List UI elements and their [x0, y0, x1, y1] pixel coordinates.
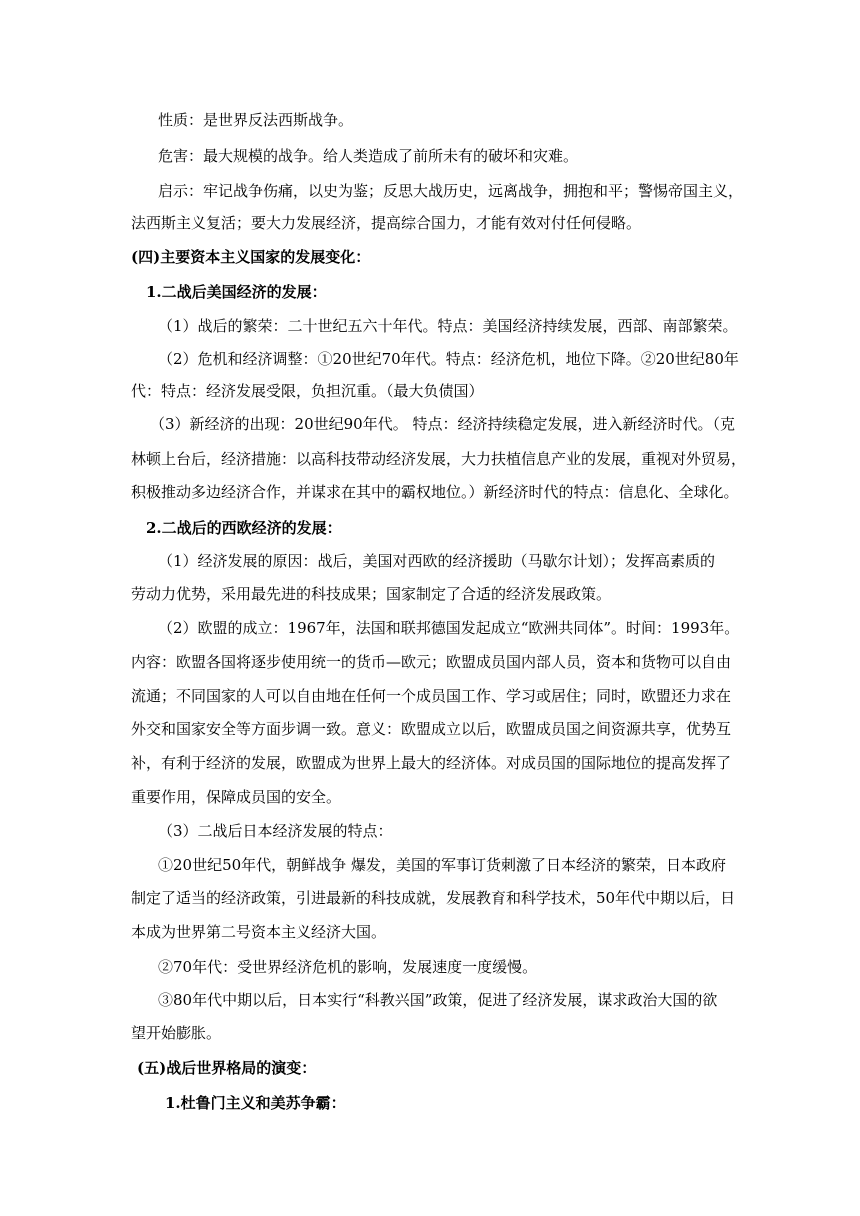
text-line: 补，有利于经济的发展，欧盟成为世界上最大的经济体。对成员国的国际地位的提高发挥了 [131, 754, 732, 772]
text-line: 重要作用，保障成员国的安全。 [131, 788, 342, 806]
subsection-heading: 1.二战后美国经济的发展： [146, 283, 327, 301]
subsection-heading: 1.杜鲁门主义和美苏争霸： [165, 1094, 346, 1112]
text-line: 法西斯主义复活；要大力发展经济，提高综合国力，才能有效对付任何侵略。 [131, 214, 642, 232]
text-line: （1）经济发展的原因：战后，美国对西欧的经济援助（马歇尔计划）；发挥高素质的 [158, 552, 716, 570]
text-line: （2）欧盟的成立：1967年，法国和联邦德国发起成立“欧洲共同体”。时间：1993年。 [158, 619, 740, 637]
text-line: 积极推动多边经济合作，并谋求在其中的霸权地位。）新经济时代的特点：信息化、全球化。 [131, 483, 739, 501]
text-line: 劳动力优势，采用最先进的科技成果；国家制定了合适的经济发展政策。 [131, 585, 612, 603]
subsection-heading: 2.二战后的西欧经济的发展： [146, 519, 342, 537]
text-line: 性质：是世界反法西斯战争。 [158, 111, 354, 129]
text-line: ①20世纪50年代，朝鲜战争 爆发，美国的军事订货刺激了日本经济的繁荣，日本政府 [158, 856, 726, 874]
text-line: 流通；不同国家的人可以自由地在任何一个成员国工作、学习或居住；同时，欧盟还力求在 [131, 687, 732, 705]
text-line: （3）新经济的出现：20世纪90年代。 特点：经济持续稳定发展，进入新经济时代。（克 [150, 415, 735, 433]
text-line: 制定了适当的经济政策，引进最新的科技成就，发展教育和科学技术，50年代中期以后，日 [131, 889, 736, 907]
text-line: （3）二战后日本经济发展的特点： [158, 822, 393, 840]
text-line: ③80年代中期以后，日本实行“科教兴国”政策，促进了经济发展，谋求政治大国的欲 [158, 991, 718, 1009]
text-line: （2）危机和经济调整：①20世纪70年代。特点：经济危机，地位下降。②20世纪80年 [158, 350, 739, 368]
text-line: ②70年代：受世界经济危机的影响，发展速度一度缓慢。 [158, 958, 538, 976]
section-heading: (五)战后世界格局的演变： [137, 1059, 317, 1077]
text-line: 代：特点：经济发展受限，负担沉重。（最大负债国） [131, 382, 484, 400]
text-line: 启示：牢记战争伤痛，以史为鉴；反思大战历史，远离战争，拥抱和平；警惕帝国主义， [158, 182, 744, 200]
text-line: 危害：最大规模的战争。给人类造成了前所未有的破坏和灾难。 [158, 147, 579, 165]
text-line: 内容：欧盟各国将逐步使用统一的货币—欧元；欧盟成员国内部人员，资本和货物可以自由 [131, 653, 732, 671]
text-line: 望开始膨胀。 [131, 1024, 222, 1042]
section-heading: (四)主要资本主义国家的发展变化： [131, 248, 371, 266]
text-line: 外交和国家安全等方面步调一致。意义：欧盟成立以后，欧盟成员国之间资源共享，优势互 [131, 720, 732, 738]
text-line: 本成为世界第二号资本主义经济大国。 [131, 923, 387, 941]
text-line: 林顿上台后，经济措施：以高科技带动经济发展，大力扶植信息产业的发展，重视对外贸易， [131, 450, 747, 468]
text-line: （1）战后的繁荣：二十世纪五六十年代。特点：美国经济持续发展，西部、南部繁荣。 [158, 317, 738, 335]
